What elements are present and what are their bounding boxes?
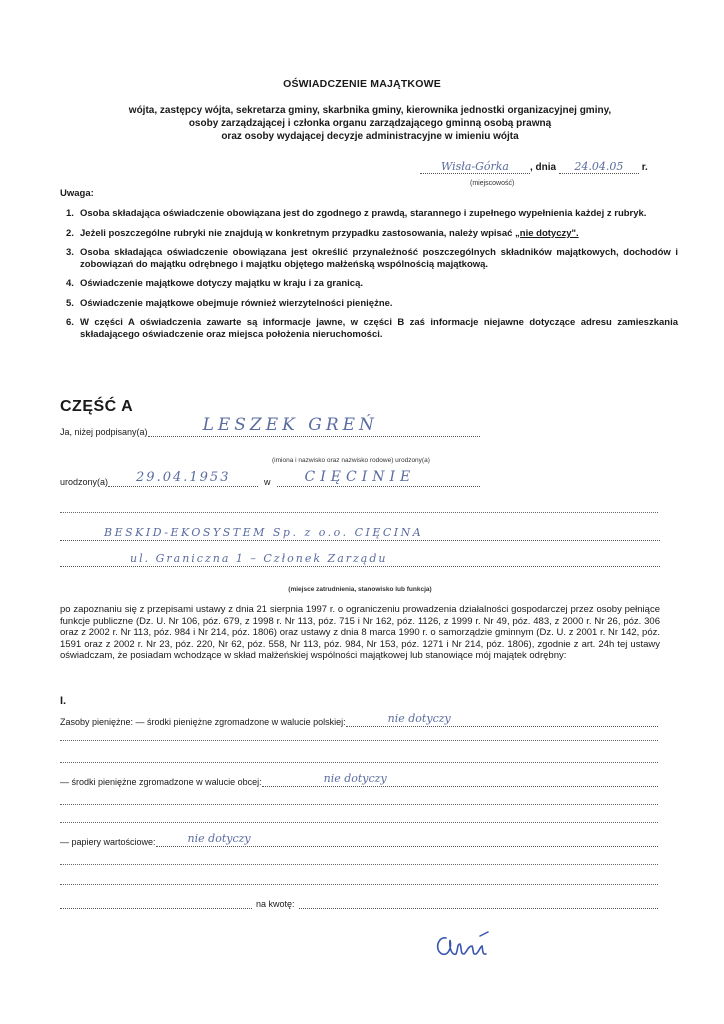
date-label: , dnia [530,162,557,173]
notes-list [66,208,678,348]
names-caption: (imiona i nazwisko oraz nazwisko rodowe) urodzony(a) [272,457,430,464]
part-a-heading: CZĘŚĆ A [60,398,134,415]
note-item: 4. Oświadczenie majątkowe dotyczy majątku w kraju i za granicą. [66,278,363,289]
subtitle-line: osoby zarządzającej i członka organu zarządzającego gminną osobą prawną [188,118,552,129]
amount-label: na kwotę: [256,899,295,909]
employment-line-1 [60,526,660,541]
handwritten-signature [432,928,498,964]
date-value: 24.04.05 [574,160,624,173]
legal-statement: po zapoznaniu się z przepisami ustawy z dnia 21 sierpnia 1997 r. o ograniczeniu prowadzenia działalności gospodarczej przez osoby pełniące funkcje publiczne (Dz. U. Nr 106, póz. 679, z 1998 r. Nr 113, póz. 715 i Nr 162, póz. 1126, z 1999 r. Nr 49, póz. 483, z 2000 r. Nr 26, póz. 306 oraz z 2002 r. Nr 113, póz. 984 i Nr 214, póz. 1806) oraz ustawy z dnia 8 marca 1990 r. o samorządzie gminnym (Dz. U. z 2001 r. Nr 142, póz. 1591 oraz z 2002 r. Nr 23, póz. 220, Nr 62, póz. 558, Nr 113, póz. 984, Nr 153, póz. 1271 i Nr 214, póz. 1806), zgodnie z art. 24h tej ustawy oświadczam, że posiadam wchodzące w skład małżeńskiej wspólności majątkowej lub stanowiące mój majątek odrębny: [60,604,660,661]
securities-label: — papiery wartościowe: [60,837,156,847]
blank-dotted-line [60,762,658,763]
amount-leader [60,894,252,909]
blank-dotted-line [60,884,658,885]
place-value: Wisła-Górka [440,160,509,173]
fx-funds-row [60,772,658,787]
pln-funds-value: nie dotyczy [387,712,451,725]
place-date-line [420,160,690,174]
blank-dotted-line [60,740,658,741]
subtitle-line: wójta, zastępcy wójta, sekretarza gminy, skarbnika gminy, kierownika jednostki organizacyjnej gminy, [128,105,612,116]
born-row [60,469,480,487]
year-suffix: r. [641,162,648,173]
document-title: OŚWIADCZENIE MAJĄTKOWE [283,78,441,90]
fx-funds-value: nie dotyczy [323,772,387,785]
amount-field[interactable] [299,894,658,909]
born-label: urodzony(a) [60,477,109,487]
born-date-value: 29.04.1953 [136,470,231,485]
blank-dotted-line [60,822,658,823]
employment-field-1[interactable] [60,526,660,541]
subtitle-line: oraz osoby wydającej decyzje administracyjne w imieniu wójta [221,131,519,142]
notes-label: Uwaga: [60,188,94,199]
employment-line-2 [60,552,660,567]
section-i-heading: I. [60,695,67,707]
born-place-field[interactable] [277,469,480,487]
amount-row [60,894,658,909]
fx-funds-field[interactable] [262,772,658,787]
signed-name-row [60,415,480,437]
securities-field[interactable] [156,832,658,847]
pln-funds-row [60,712,658,727]
note-item: 5. Oświadczenie majątkowe obejmuje również wierzytelności pieniężne. [66,297,393,309]
document-subtitle [90,104,650,143]
securities-row [60,832,658,847]
pln-funds-label: Zasoby pieniężne: — środki pieniężne zgromadzone w walucie polskiej: [60,717,346,727]
employment-value-2: ul. Graniczna 1 – Członek Zarządu [130,552,388,565]
born-place-value: CIĘCINIE [304,469,416,485]
note-item: 3. Osoba składająca oświadczenie obowiązana jest określić przynależność poszczególnych składników majątkowych, dochodów i zobowiązań do majątku odrębnego i majątku objętego małżeńską wspólnością majątkową. [66,247,678,270]
signed-field[interactable] [148,415,480,437]
securities-value: nie dotyczy [187,832,251,845]
employment-field-2[interactable] [60,552,660,567]
blank-dotted-line [60,864,658,865]
pln-funds-field[interactable] [346,712,658,727]
note-item: 1. Osoba składająca oświadczenie obowiązana jest do zgodnego z prawdą, starannego i zupełnego wypełnienia każdej z rubryk. [66,208,647,219]
place-caption: (miejscowość) [470,180,515,187]
signed-value: LESZEK GREŃ [202,415,378,435]
born-in-label: w [264,477,271,487]
signed-label: Ja, niżej podpisany(a) [60,427,148,437]
blank-dotted-line [60,804,658,805]
fx-funds-label: — środki pieniężne zgromadzone w walucie obcej: [60,777,262,787]
note-item: 6. W części A oświadczenia zawarte są informacje jawne, w części B zaś informacje niejawne dotyczące adresu zamieszkania składającego oświadczenie oraz miejsca położenia nieruchomości. [66,317,678,340]
nie-dotyczy-emphasis: „nie dotyczy". [515,227,579,239]
blank-dotted-line [60,512,658,513]
employment-caption: (miejsce zatrudnienia, stanowisko lub funkcja) [288,586,432,593]
note-item: 2. Jeżeli poszczególne rubryki nie znajdują w konkretnym przypadku zastosowania, należy wpisać „nie dotyczy". [66,227,579,239]
employment-value-1: BESKID-EKOSYSTEM Sp. z o.o. CIĘCINA [104,526,424,539]
born-date-field[interactable] [108,472,258,487]
